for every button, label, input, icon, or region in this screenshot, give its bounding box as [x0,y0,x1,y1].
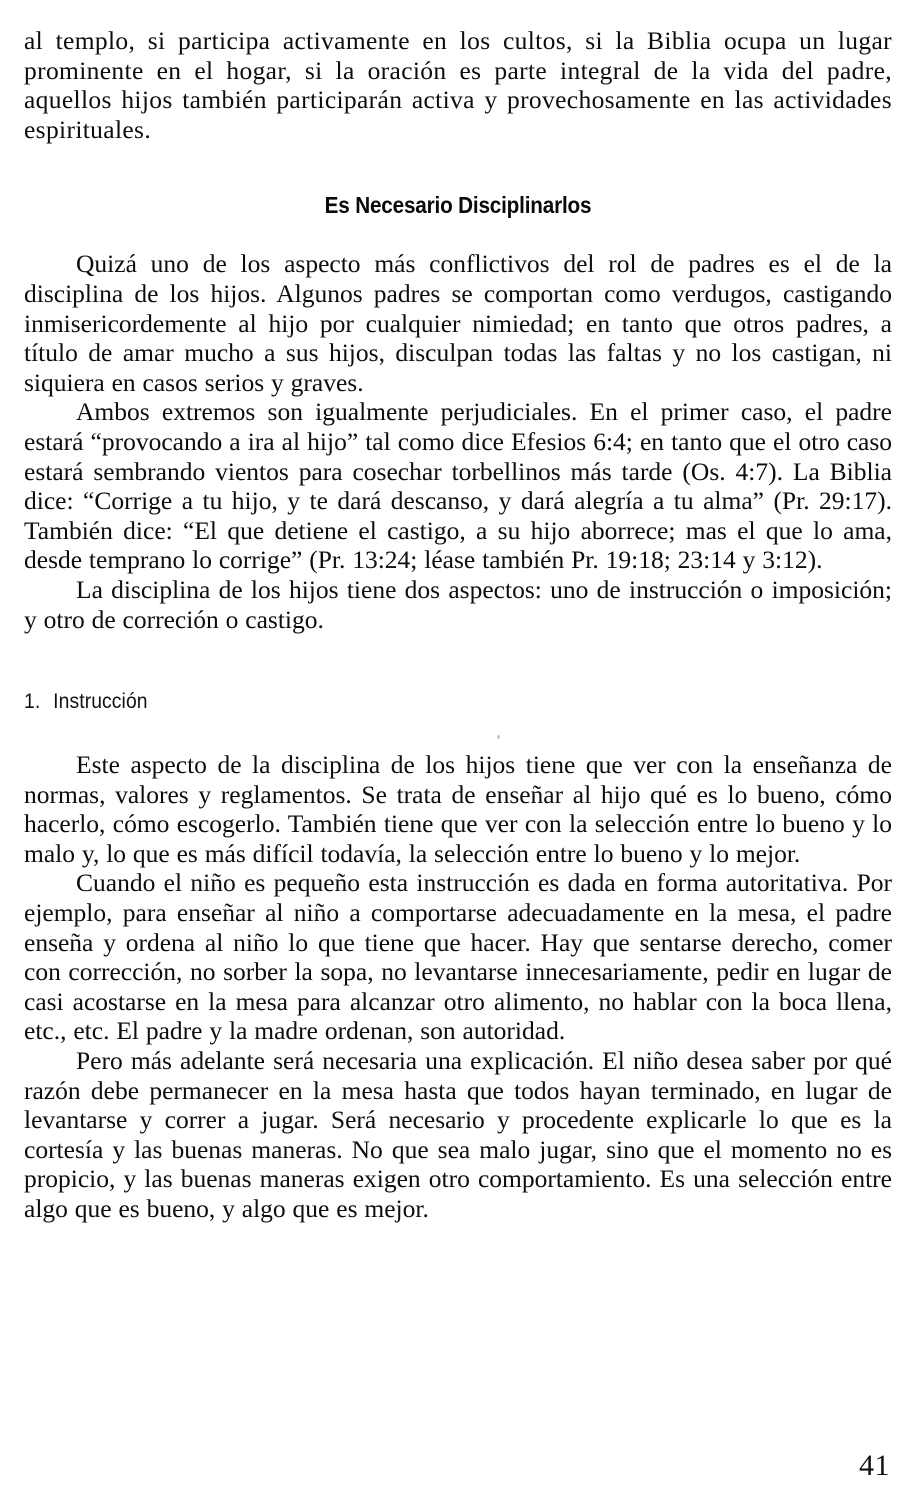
paragraph-2: Ambos extremos son igualmente perjudiciales. En el primer caso, el padre estará “provocando a ira al hijo” tal como dice Efesios 6:4; en tanto que el otro caso estará sembrando vientos para cosechar torbellinos más tarde (Os. 4:7). La Biblia dice: “Corrige a tu hijo, y te dará descanso, y dará alegría a tu alma” (Pr. 29:17). También dice: “El que detiene el castigo, a su hijo aborrece; mas el que lo ama, desde temprano lo corrige” (Pr. 13:24; léase también Pr. 19:18; 23:14 y 3:12). [24,397,892,575]
spacer [24,714,892,750]
paragraph-4: Este aspecto de la disciplina de los hijos tiene que ver con la enseñanza de normas, valores y reglamentos. Se trata de enseñar al hijo qué es lo bueno, cómo hacerlo, cómo escogerlo. También tiene que ver con la selección entre lo bueno y lo malo y, lo que es más difícil todavía, la selección entre lo bueno y lo mejor. [24,750,892,868]
paragraph-1: Quizá uno de los aspecto más conflictivos del rol de padres es el de la disciplina de los hijos. Algunos padres se comportan como verdugos, castigando inmisericordemente al hijo por cualquier nimiedad; en tanto que otros padres, a título de amar mucho a sus hijos, disculpan todas las faltas y no los castigan, ni siquiera en casos serios y graves. [24,249,892,397]
paragraph-5: Cuando el niño es pequeño esta instrucción es dada en forma autoritativa. Por ejemplo, para enseñar al niño a comportarse adecuadamente en la mesa, el padre enseña y ordena al niño lo que tiene que hacer. Hay que sentarse derecho, comer con corrección, no sorber la sopa, no levantarse innecesariamente, pedir en lugar de casi acostarse en la mesa para alcanzar otro alimento, no hablar con la boca llena, etc., etc. El padre y la madre ordenan, son autoridad. [24,868,892,1046]
paragraph-3: La disciplina de los hijos tiene dos aspectos: uno de instrucción o imposición; y otro de correción o castigo. [24,574,892,634]
page-number: 41 [859,1449,890,1482]
spacer [24,634,892,690]
paragraph-6: Pero más adelante será necesaria una explicación. El niño desea saber por qué razón debe permanecer en la mesa hasta que todos hayan terminado, en lugar de levantarse y correr a jugar. Será necesario y procedente explicarle lo que es la cortesía y las buenas maneras. No que sea malo jugar, sino que el momento no es propicio, y las buenas maneras exigen otro comportamiento. Es una selección entre algo que es bueno, y algo que es mejor. [24,1046,892,1223]
spacer [24,219,892,249]
numbered-item-1-label: Instrucción [53,690,148,714]
section-heading: Es Necesario Disciplinarlos [324,192,592,219]
numbered-item-1-number: 1. [24,690,41,714]
spacer [24,144,892,192]
numbered-item-1-heading [24,690,823,714]
page-body [24,26,892,1224]
intro-paragraph: al templo, si participa activamente en los cultos, si la Biblia ocupa un lugar prominente en el hogar, si la oración es parte integral de la vida del padre, aquellos hijos también participarán activa y provechosamente en las actividades espirituales. [24,26,892,144]
